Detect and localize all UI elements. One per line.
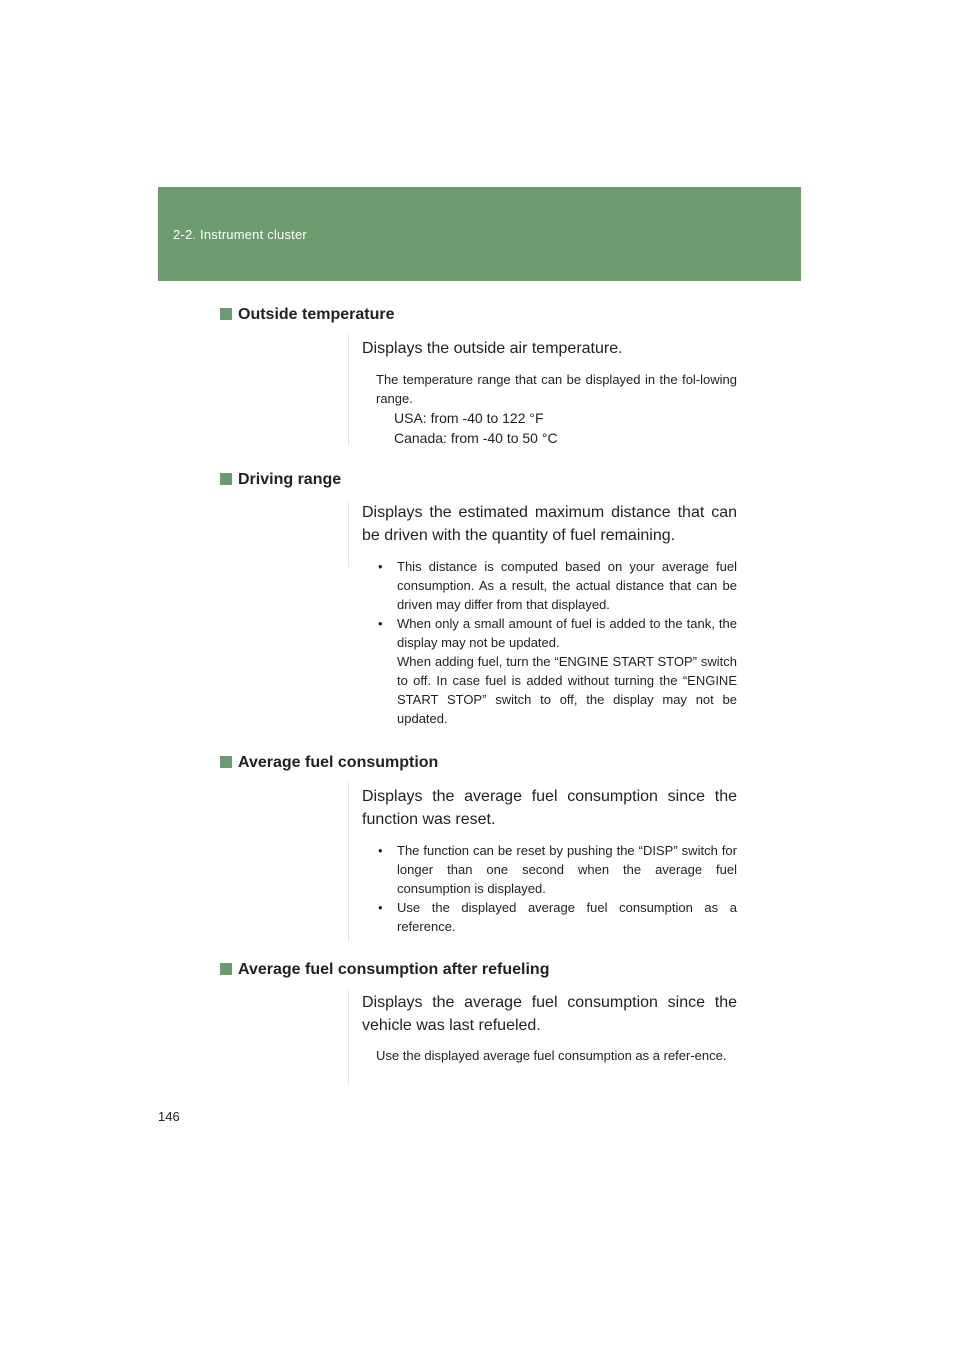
- bullet-icon: •: [378, 616, 383, 631]
- section-heading: Average fuel consumption after refueling: [220, 961, 549, 979]
- heading-square-icon: [220, 308, 232, 320]
- heading-square-icon: [220, 963, 232, 975]
- section-note: Use the displayed average fuel consumption as a refer-ence.: [376, 1048, 727, 1063]
- list-item: • Use the displayed average fuel consumption as a reference.: [378, 900, 737, 934]
- section-note: The temperature range that can be displayed in the fol-lowing range. USA: from -40 to 122 °F Canada: from -40 to 50 °C: [376, 372, 737, 446]
- bullet-icon: •: [378, 900, 383, 915]
- canada-range: Canada: from -40 to 50 °C: [394, 430, 558, 446]
- section-lead-text: Displays the estimated maximum distance that can be driven with the quantity of fuel remaining.: [362, 504, 737, 544]
- list-item: • When only a small amount of fuel is added to the tank, the display may not be updated. When adding fuel, turn the “ENGINE START STOP” switch to off. In case fuel is added without turning the “ENGINE START STOP” switch to off, the display may not be updated.: [378, 616, 737, 726]
- list-item: • This distance is computed based on your average fuel consumption. As a result, the actual distance that can be driven may differ from that displayed.: [378, 559, 737, 612]
- section-heading: Outside temperature: [220, 306, 394, 324]
- section-lead-text: Displays the average fuel consumption since the function was reset.: [362, 788, 737, 828]
- illustration-area: [220, 334, 349, 446]
- list-item: • The function can be reset by pushing the “DISP” switch for longer than one second when the average fuel consumption is displayed.: [378, 843, 737, 896]
- illustration-area: [220, 501, 349, 567]
- bullet-icon: •: [378, 559, 383, 574]
- page-number: 146: [158, 1109, 180, 1124]
- chapter-title: 2-2. Instrument cluster: [173, 227, 307, 242]
- bullet-icon: •: [378, 843, 383, 858]
- heading-square-icon: [220, 473, 232, 485]
- section-lead-text: Displays the average fuel consumption since the vehicle was last refueled.: [362, 994, 737, 1034]
- bullet-list: [370, 841, 737, 936]
- bullet-list: [370, 557, 737, 728]
- illustration-area: [220, 989, 349, 1085]
- heading-square-icon: [220, 756, 232, 768]
- usa-range: USA: from -40 to 122 °F: [394, 410, 544, 426]
- illustration-area: [220, 782, 349, 942]
- section-heading: Average fuel consumption: [220, 754, 438, 772]
- chapter-header-band: [158, 187, 801, 281]
- section-heading: Driving range: [220, 471, 341, 489]
- section-lead-text: Displays the outside air temperature.: [362, 340, 623, 357]
